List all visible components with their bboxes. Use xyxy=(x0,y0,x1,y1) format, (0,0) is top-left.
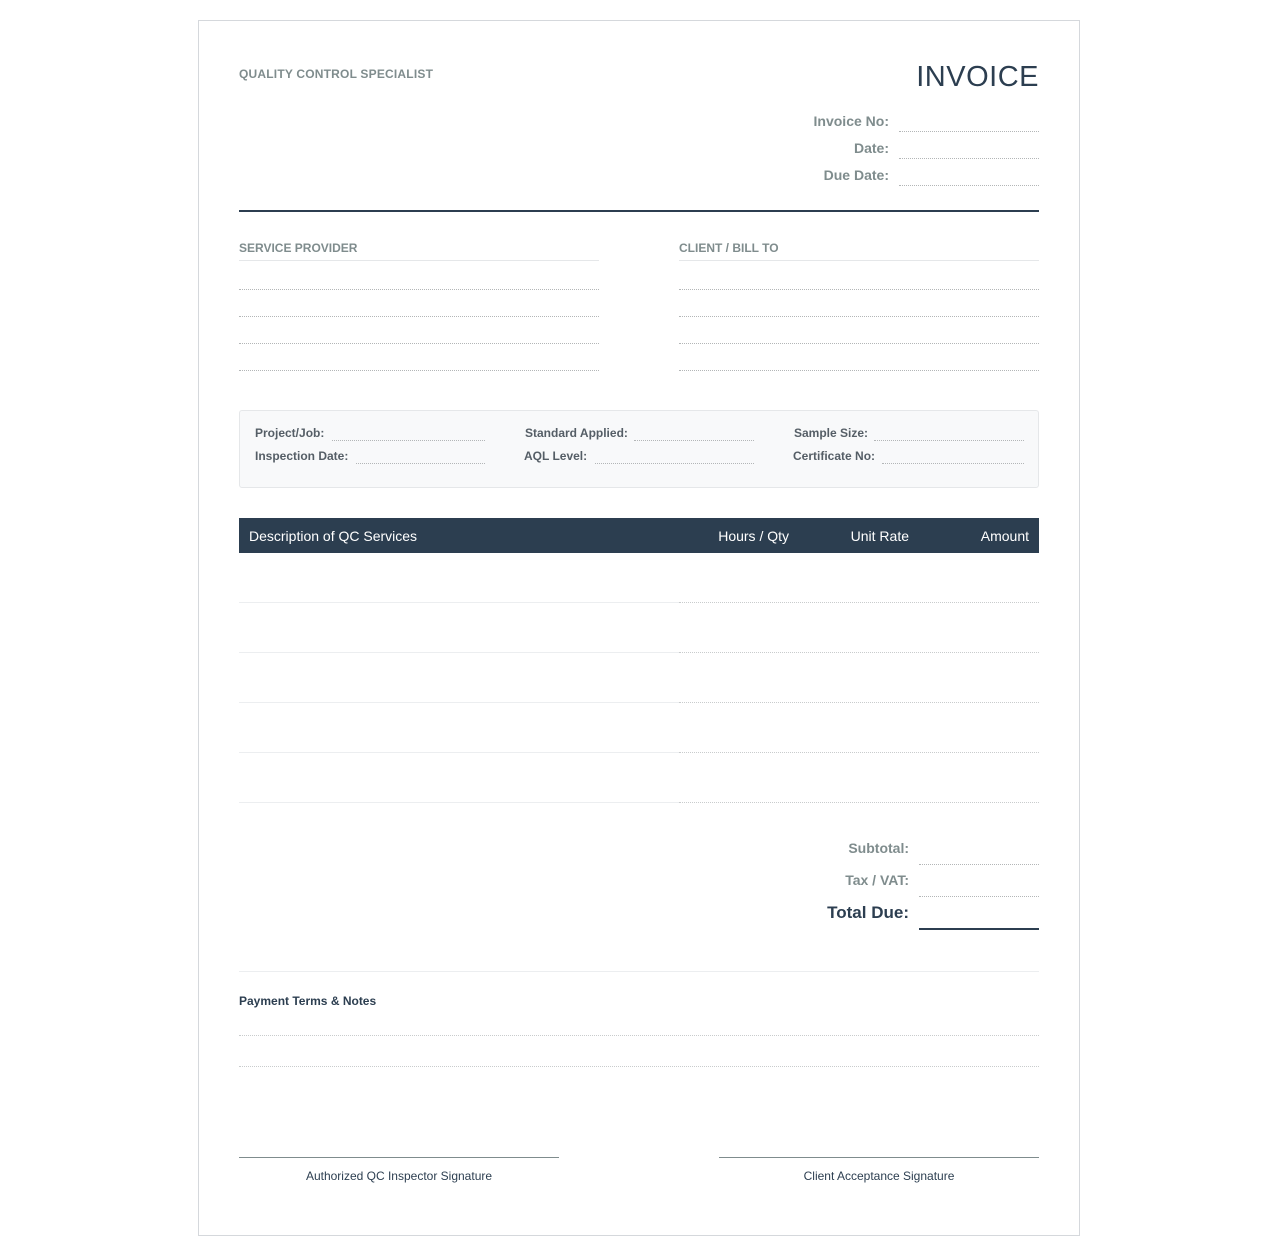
certificate-no-field[interactable] xyxy=(882,463,1024,464)
inspection-details-box xyxy=(239,410,1039,488)
invoice-title: INVOICE xyxy=(916,61,1039,93)
inspector-signature-line[interactable] xyxy=(239,1157,559,1169)
table-row[interactable] xyxy=(239,752,679,753)
tax-label: Tax / VAT: xyxy=(845,872,909,888)
table-row-values[interactable] xyxy=(679,652,1039,653)
invoice-number-row xyxy=(739,113,1039,133)
table-row-values[interactable] xyxy=(679,702,1039,703)
services-table-header xyxy=(239,518,1039,553)
invoice-sheet xyxy=(198,20,1080,1236)
invoice-number-field[interactable] xyxy=(899,131,1039,132)
inspector-signature-label: Authorized QC Inspector Signature xyxy=(305,1169,493,1183)
invoice-number-label: Invoice No: xyxy=(813,113,889,129)
provider-line[interactable] xyxy=(239,290,599,317)
table-row-values[interactable] xyxy=(679,752,1039,753)
invoice-content xyxy=(239,21,1039,1235)
standard-applied-field[interactable] xyxy=(634,440,754,441)
table-row-values[interactable] xyxy=(679,802,1039,803)
standard-applied-label: Standard Applied: xyxy=(525,426,628,440)
payment-terms-title: Payment Terms & Notes xyxy=(239,994,377,1008)
client-title: CLIENT / BILL TO xyxy=(679,241,1039,261)
column-hours-qty: Hours / Qty xyxy=(718,528,789,544)
total-due-label: Total Due: xyxy=(827,903,909,922)
aql-level-field[interactable] xyxy=(595,463,754,464)
client-line[interactable] xyxy=(679,344,1039,371)
tax-field[interactable] xyxy=(919,896,1039,897)
inspection-date-label: Inspection Date: xyxy=(255,449,349,463)
due-date-field[interactable] xyxy=(899,185,1039,186)
project-job-label: Project/Job: xyxy=(255,426,325,440)
provider-line[interactable] xyxy=(239,317,599,344)
column-unit-rate: Unit Rate xyxy=(850,528,909,544)
invoice-date-field[interactable] xyxy=(899,158,1039,159)
client-line[interactable] xyxy=(679,261,1039,290)
client-signature-block xyxy=(719,1157,1039,1183)
column-amount: Amount xyxy=(980,528,1029,544)
column-description: Description of QC Services xyxy=(249,528,418,544)
table-row[interactable] xyxy=(239,602,679,603)
standard-applied-item xyxy=(525,426,754,444)
inspection-date-field[interactable] xyxy=(356,463,485,464)
company-name: QUALITY CONTROL SPECIALIST xyxy=(239,67,434,81)
service-provider-title: SERVICE PROVIDER xyxy=(239,241,599,261)
table-row[interactable] xyxy=(239,652,679,653)
due-date-label: Due Date: xyxy=(823,167,889,183)
client-block xyxy=(679,241,1039,371)
sample-size-field[interactable] xyxy=(874,440,1024,441)
total-due-field[interactable] xyxy=(919,928,1039,930)
notes-line[interactable] xyxy=(239,1035,1039,1036)
service-provider-block xyxy=(239,241,599,371)
aql-level-label: AQL Level: xyxy=(524,449,588,463)
subtotal-label: Subtotal: xyxy=(848,840,909,856)
table-row-values[interactable] xyxy=(679,602,1039,603)
provider-line[interactable] xyxy=(239,261,599,290)
notes-separator xyxy=(239,971,1039,972)
notes-line[interactable] xyxy=(239,1066,1039,1067)
certificate-no-item xyxy=(793,449,1024,467)
invoice-date-label: Date: xyxy=(853,140,889,156)
inspector-signature-block xyxy=(239,1157,559,1183)
invoice-date-row xyxy=(739,140,1039,160)
provider-line[interactable] xyxy=(239,344,599,371)
client-signature-label: Client Acceptance Signature xyxy=(803,1169,955,1183)
subtotal-field[interactable] xyxy=(919,864,1039,865)
client-signature-line[interactable] xyxy=(719,1157,1039,1169)
aql-level-item xyxy=(524,449,754,467)
sample-size-label: Sample Size: xyxy=(794,426,869,440)
client-line[interactable] xyxy=(679,317,1039,344)
table-row[interactable] xyxy=(239,802,679,803)
project-job-item xyxy=(255,426,485,444)
header-divider xyxy=(239,210,1039,212)
due-date-row xyxy=(739,167,1039,187)
inspection-date-item xyxy=(255,449,485,467)
sample-size-item xyxy=(794,426,1024,444)
table-row[interactable] xyxy=(239,702,679,703)
project-job-field[interactable] xyxy=(332,440,485,441)
certificate-no-label: Certificate No: xyxy=(793,449,876,463)
client-line[interactable] xyxy=(679,290,1039,317)
